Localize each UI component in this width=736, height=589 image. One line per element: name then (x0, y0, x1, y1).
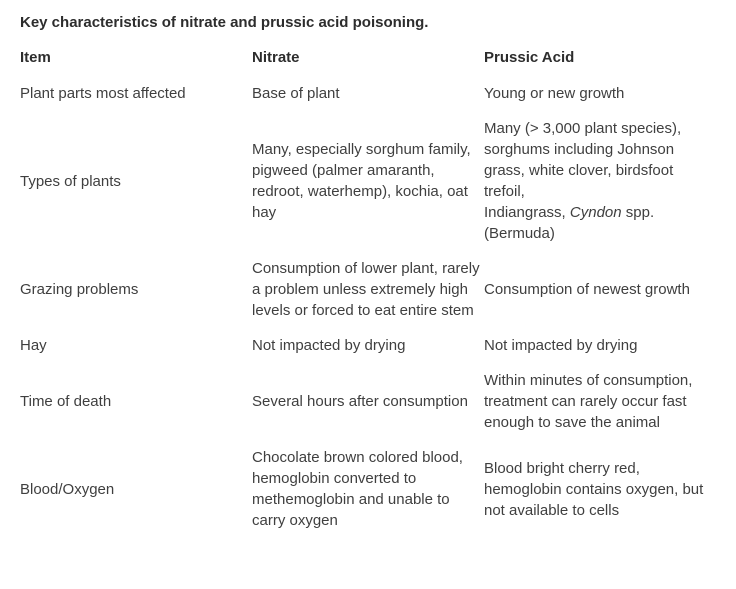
column-header-nitrate: Nitrate (252, 49, 300, 66)
table-row (20, 251, 716, 328)
nitrate-cell: Chocolate brown colored blood, hemoglobin converted to methemoglobin and unable to carry oxygen (252, 449, 463, 529)
item-cell: Types of plants (20, 172, 121, 190)
page-title: Key characteristics of nitrate and prussic acid poisoning. (20, 14, 429, 31)
column-header-item: Item (20, 49, 51, 66)
nitrate-cell: Many, especially sorghum family, pigweed (palmer amaranth, redroot, waterhemp), kochia, oat hay (252, 141, 471, 221)
item-cell: Hay (20, 337, 47, 354)
prussic-acid-cell: Not impacted by drying (484, 337, 638, 354)
prussic-acid-cell: Within minutes of consumption, treatment can rarely occur fast enough to save the animal (484, 372, 693, 431)
prussic-acid-cell: Blood bright cherry red, hemoglobin contains oxygen, but not available to cells (484, 459, 704, 519)
nitrate-cell: Not impacted by drying (252, 337, 406, 354)
species-name-italic: Cyndon (569, 204, 622, 221)
item-cell: Plant parts most affected (20, 85, 186, 102)
table-header (20, 42, 716, 76)
nitrate-cell: Several hours after consumption (252, 393, 468, 410)
prussic-acid-cell: Many (> 3,000 plant species), sorghums including Johnson grass, white clover, birdsfoot trefoil, Indiangrass, Cyndon spp. (Bermuda) (484, 120, 682, 242)
table-row (20, 440, 716, 538)
prussic-acid-cell: Consumption of newest growth (484, 281, 690, 298)
item-cell: Grazing problems (20, 281, 139, 298)
table-body (20, 76, 716, 538)
table-header-row (20, 42, 716, 76)
prussic-acid-cell: Young or new growth (484, 85, 625, 102)
table-row (20, 363, 716, 440)
table-row (20, 76, 716, 111)
item-cell: Time of death (20, 393, 112, 410)
item-cell: Blood/Oxygen (20, 480, 115, 498)
column-header-prussic-acid: Prussic Acid (484, 49, 575, 66)
table-row (20, 111, 716, 251)
poisoning-characteristics-table (20, 42, 716, 538)
nitrate-cell: Base of plant (252, 85, 340, 102)
nitrate-cell: Consumption of lower plant, rarely a problem unless extremely high levels or forced to eat entire stem (252, 260, 480, 319)
table-row (20, 328, 716, 363)
